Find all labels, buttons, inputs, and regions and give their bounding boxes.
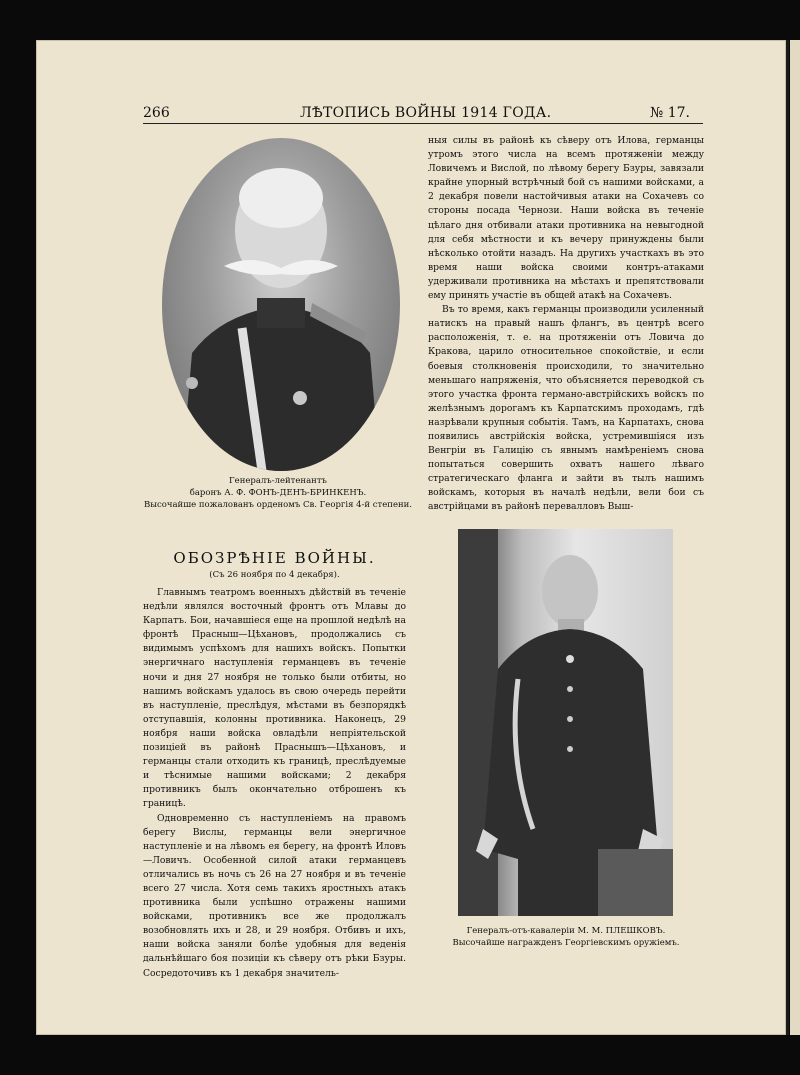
right-paragraph-2: Въ то время, какъ германцы производили усиленный натискъ на правый нашъ флангъ, въ центрѣ всего расположенія, т. е. на протяженіи отъ Ловича до Кракова, царило относительное спокойствіе, и если боевыя столкновенія происходили, то значительно меньшаго напряженія, что объясняется переводкой съ этого участка фронта германо-австрійскихъ войскъ по желѣзнымъ дорогамъ къ Карпатскимъ проходамъ, гдѣ назрѣвали крупныя событія. Тамъ, на Карпатахъ, снова появились австрійскія войска, устремившіяся изъ Венгріи въ Галицію съ явнымъ намѣреніемъ снова попытаться совершить охватъ нашего лѣваго стратегическаго фланга и зайти въ тылъ нашимъ войскамъ, которыя въ началѣ недѣли, вели бои съ австрійцами въ районѣ перевалловъ Выш- — [428, 304, 704, 513]
caption-bottom-portrait — [448, 925, 684, 949]
left-column-text — [143, 586, 406, 981]
section-title: ОБОЗРѢНІЕ ВОЙНЫ. — [173, 549, 376, 567]
left-paragraph-1: Главнымъ театромъ военныхъ дѣйствій въ теченіе недѣли являлся восточный фронтъ отъ Млавы до Карпатъ. Бои, начавшіеся еще на прошлой недѣлѣ на фронтѣ Прасныш—Цѣхановъ, продолжались съ видимымъ успѣхомъ для нашихъ войскъ. Попытки энергичнаго наступленія германцевъ въ теченіе ночи и дня 27 ноября не только были отбиты, но нашимъ войскамъ удалось въ свою очередь перейти въ наступленіе, преслѣдуя, мѣстами въ безпорядкѣ отступавшія, колонны противника. Наконецъ, 29 ноября наши войска овладѣли непріятельской позиціей въ районѣ Праснышъ—Цѣхановъ, и германцы стали отходить къ границѣ, преслѣдуемые и тѣснимые нашими войсками; 2 декабря противникъ былъ окончательно отброшенъ къ границѣ. — [143, 587, 406, 810]
page-number: 266 — [143, 105, 170, 121]
caption-top-portrait — [143, 475, 413, 511]
running-title: ЛѢТОПИСЬ ВОЙНЫ 1914 ГОДА. — [300, 105, 552, 121]
issue-number: № 17. — [650, 105, 690, 121]
portrait-standing-photo — [458, 529, 673, 916]
caption-bottom-line2: Высочайше награжденъ Георгіевскимъ оружіемъ. — [452, 938, 680, 948]
caption-top-line3: Высочайше пожалованъ орденомъ Св. Георгія 4-й степени. — [143, 500, 413, 510]
caption-top-line2: баронъ А. Ф. ФОНЪ-ДЕНЪ-БРИНКЕНЪ. — [189, 488, 367, 498]
caption-top-line1: Генералъ-лейтенантъ — [229, 476, 327, 486]
right-column-text — [428, 134, 704, 515]
header-rule — [143, 123, 703, 124]
portrait-oval-photo — [162, 138, 400, 471]
next-page-edge — [790, 40, 800, 1035]
portrait-standing-figure — [458, 529, 673, 916]
caption-bottom-line1: Генералъ-отъ-кавалеріи М. М. ПЛЕШКОВЪ. — [466, 926, 666, 936]
right-paragraph-1: ныя силы въ районѣ къ сѣверу отъ Илова, германцы утромъ этого числа на всемъ протяженіи между Ловичемъ и Вислой, по лѣвому берегу Бзуры, завязали крайне упорный встрѣчный бой съ нашими войсками, а 2 декабря повели настойчивыя атаки на Сохачевъ со стороны посада Чернози. Наши войска въ теченіе цѣлаго дня отбивали атаки противника на невыгодной для себя мѣстности и къ вечеру принуждены были нѣсколько отойти назадъ. На другихъ участкахъ въ это время наши войска своими контръ-атаками удерживали противника на мѣстахъ и препятствовали ему принять участіе въ общей атакѣ на Сохачевъ. — [428, 135, 704, 302]
left-paragraph-2: Одновременно съ наступленіемъ на правомъ берегу Вислы, германцы вели энергичное наступленіе и на лѣвомъ ея берегу, на фронтѣ Иловъ—Ловичъ. Особенной силой атаки германцевъ отличались въ ночь съ 26 на 27 ноября и въ теченіе всего 27 числа. Хотя семь такихъ яростныхъ атакъ противника были успѣшно отражены нашими войсками, противникъ все же продолжалъ возобновлять ихъ и 28, и 29 ноября. Отбивъ и ихъ, наши войска заняли болѣе удобныя для веденія дальнѣйшаго боя позиціи къ сѣверу отъ рѣки Бзуры. Сосредоточивъ къ 1 декабря значитель- — [143, 812, 406, 979]
portrait-oval-figure — [162, 138, 400, 471]
section-subtitle: (Съ 26 ноября по 4 декабря). — [209, 570, 340, 580]
page-gutter — [786, 40, 789, 1035]
